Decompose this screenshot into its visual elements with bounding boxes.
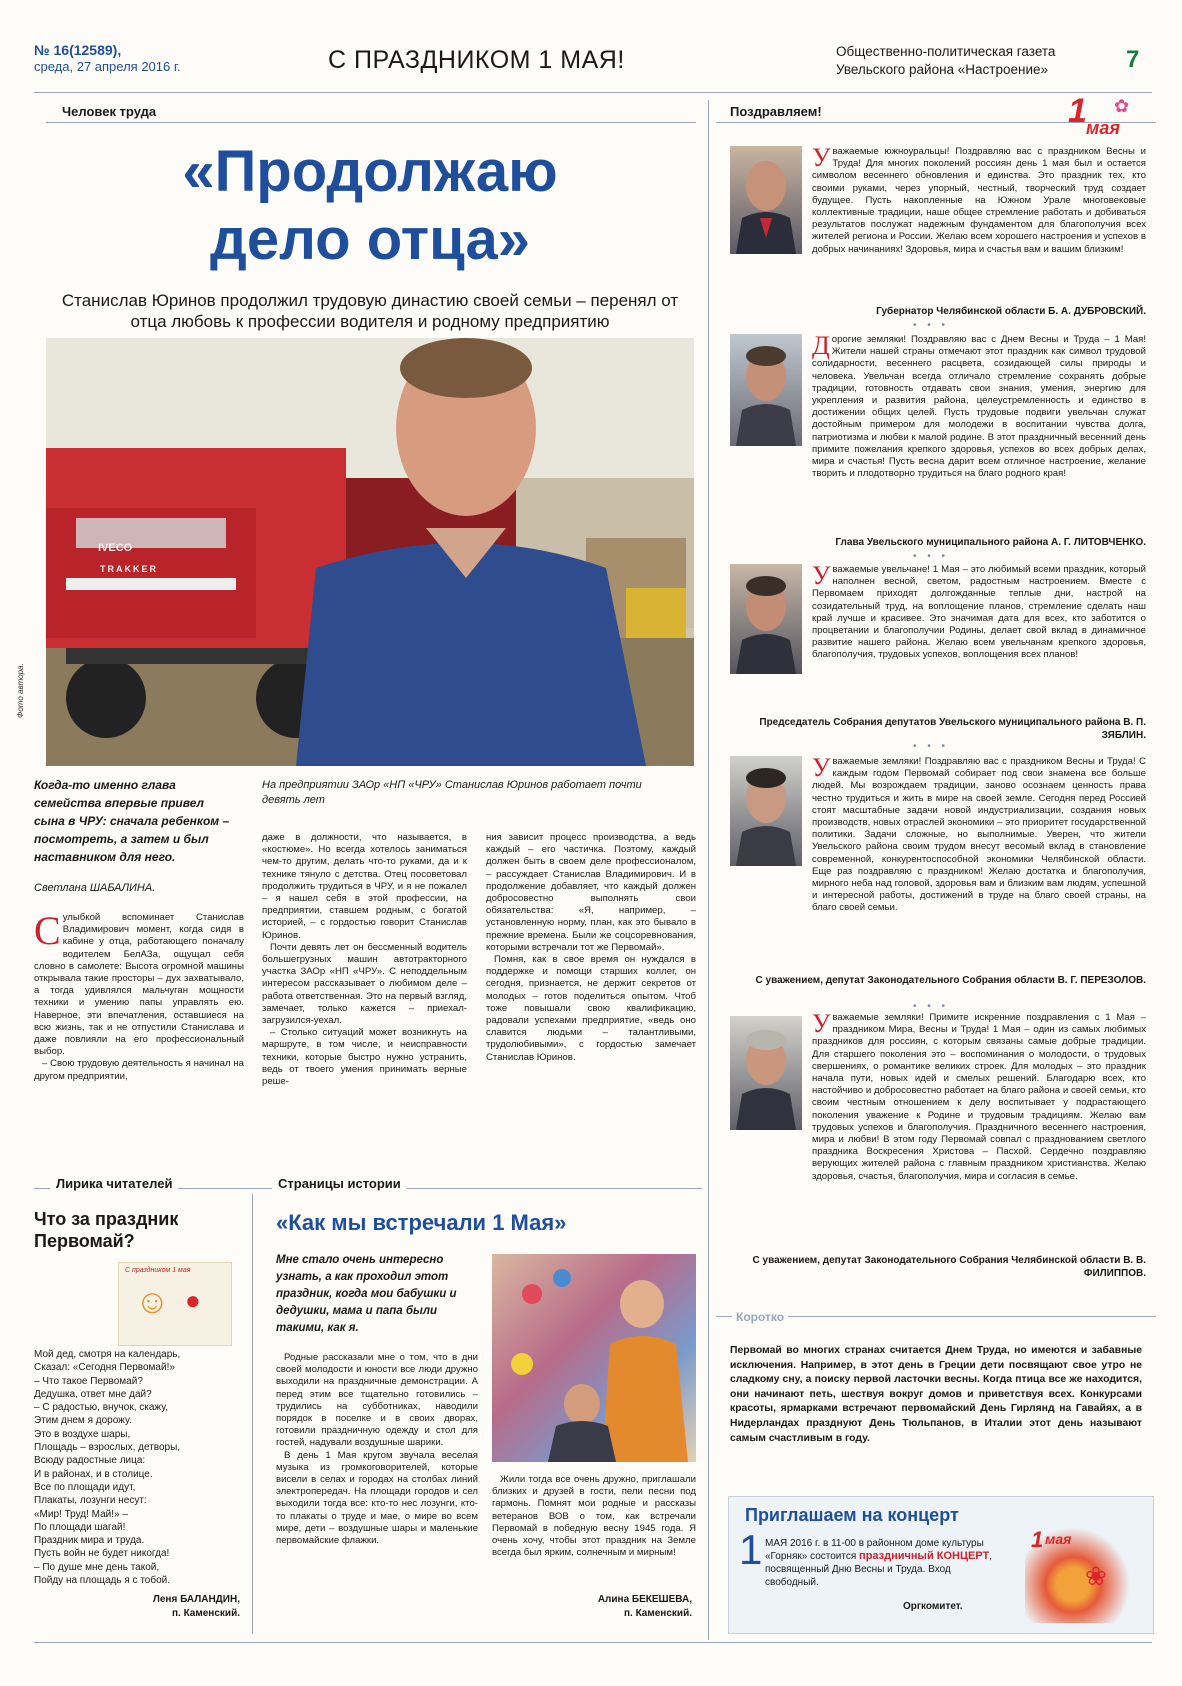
col2c-text: – Столько ситуаций может возникнуть на маршруте, в том числе, и неисправности техники, которые быстро нужно устранить, ведь от твоего умения принимать верные реше-	[262, 1027, 467, 1088]
separator-dots-3: • • •	[912, 741, 950, 752]
main-photo	[16, 338, 694, 766]
portrait-filippov	[730, 1016, 802, 1130]
poem-line: Сказал: «Сегодня Первомай!»	[34, 1362, 175, 1374]
history-title: «Как мы встречали 1 Мая»	[276, 1210, 567, 1235]
poem-signature-2: п. Каменский.	[171, 1608, 240, 1619]
photo-caption: На предприятии ЗАОр «НП «ЧРУ» Станислав Юринов работает почти девять лет	[262, 779, 642, 806]
article-col-2	[262, 832, 467, 1088]
poem-banner	[118, 1262, 232, 1346]
greeting-4-text: Поздравляю вас с праздником Весны и Труда! С каждым годом Первомай собирает под свои знамена все больше людей. Мы возрождаем традиции, заново осознаем ценность права честно трудиться и жить в мире на своей земле. Сегодня перед Россией стоят масштабные задачи новой индустриализации, создания новых производств, новых отраслей экономики – это приоритет государственной политики. Задачи сложные, но выполнимые. Уверен, что жители Увельского района своим трудом внесут весомый вклад в становление современной, конкурентоспособной экономики Челябинской области. Еще раз поздравляю с праздником! Желаю достатка и благополучия, мирного неба над головой, здоровья вам и близким вам людям, успешной и интересной работы, достижений в труде на благо своей страны, на благо своей семьи.	[812, 756, 1146, 914]
col3b-text: Помня, как в свое время он нуждался в поддержке и помощи старших коллег, он сегодня, признается, не держит секретов от молодых – готов поделиться опытом. Чтоб тоже повышали свою квалификацию, радовали успехами предприятие, «ведь оно славится людьми – талантливыми, трудолюбивыми», с гордостью замечает Станислав Юринов.	[486, 954, 696, 1063]
greeting-2-text: Поздравляю вас с Днем Весны и Труда – 1 Мая! Жители нашей страны отмечают этот праздник как символ трудовой солидарности, весеннего расцвета, созидающей силы природы и человека. Увельчан всегда отличало стремление сохранять добрые традиции, готовность отдавать свои знания, умения, энергию для укрепления и развития района, целеустремленность и единство в достижении общих целей. Пусть трудовые подвиги увельчан служат достойным примером для молодежи в воспитании чувства долга, патриотизма и любви к малой родине. В этот праздничный весенний день примите пожелания крепкого здоровья, успехов во всех добрых делах, мира и счастья! Пусть весна дарит всем отличное настроение, желание творить и плодотворно трудиться на благо родного края!	[812, 334, 1147, 480]
may-day-badge-num: 1	[1068, 92, 1087, 130]
greeting-3	[812, 561, 1147, 662]
may-day-badge-word: мая	[1086, 118, 1120, 138]
greeting-1-salutation: важаемые южноуральцы!	[832, 146, 950, 157]
parade-crowd-illustration	[492, 1254, 696, 1462]
rubric-lirika: Лирика читателей	[50, 1176, 178, 1191]
article-title-line1: «Продолжаю	[182, 139, 558, 204]
masthead	[34, 38, 1154, 88]
greeting-4	[812, 753, 1146, 915]
history-col1b-text: В день 1 Мая кругом звучала веселая музыка из громкоговорителей, которые висели в селах и городах на столбах линий электропередач. На площади городов и сел выходили тогда все: кто-то нес лозунги, кто-то плакаты о труде и мае, о мире во всем мире, дети – воздушные шары и маленькие первомайские флажки.	[276, 1449, 478, 1547]
greeting-3-signature: Председатель Собрания депутатов Увельского муниципального района В. П. ЗЯБЛИН.	[759, 717, 1146, 741]
truck-model: TRAKKER	[100, 564, 158, 574]
greeting-2	[812, 331, 1147, 480]
concert-text	[765, 1537, 1005, 1589]
col1b-text: – Свою трудовую деятельность я начинал на другом предприятии,	[34, 1058, 244, 1082]
concert-text-b: праздничный КОНЦЕРТ	[859, 1550, 990, 1562]
history-col-2	[492, 1474, 696, 1559]
greeting-3-dropcap: У	[812, 561, 831, 590]
tulip-icon: ❀	[1085, 1561, 1107, 1591]
poem-line: Всюду радостные лица:	[34, 1455, 146, 1467]
poem-banner-text: С праздником 1 мая	[125, 1267, 191, 1274]
issue-number: № 16(12589),	[34, 42, 122, 58]
separator-dots-2: • • •	[912, 551, 950, 562]
poem-line: – С радостью, внучок, скажу,	[34, 1402, 168, 1414]
history-col-1	[276, 1352, 478, 1547]
rubric-chelovek-truda: Человек труда	[62, 104, 157, 119]
article-col-1	[34, 908, 244, 1083]
poem-line: «Мир! Труд! Май!» –	[34, 1508, 128, 1520]
poem-line: По площади шагай!	[34, 1521, 126, 1533]
poem-line: Мой дед, смотря на календарь,	[34, 1349, 181, 1360]
truck-driver-illustration	[46, 338, 694, 766]
greeting-3-text: 1 Мая – это любимый всеми праздник, который наполнен весной, светом, радостным настроением. Вместе с Первомаем приходят долгожданные теплые дни, настрой на созидательный труд, на воплощение планов, стремление сделать наш край лучше и красивее. Это значимая дата для всех, кто заботится о процветании и благополучии Родины, делает свой вклад в динамичное развитие нашего района. Желаю всем увельчанам крепкого здоровья, благополучия, трудовых успехов, воплощения всех планов!	[812, 564, 1147, 661]
greeting-1-signature: Губернатор Челябинской области Б. А. ДУБРОВСКИЙ.	[876, 306, 1146, 317]
side-quote: Когда-то именно глава семейства впервые привел сына в ЧРУ: сначала ребенком – посмотреть, а затем и был наставником для него.	[34, 778, 230, 864]
issue-date: среда, 27 апреля 2016 г.	[34, 59, 181, 74]
history-col1-text: Родные рассказали мне о том, что в дни своей молодости и юности все люди дружно выходили на праздничные демонстрации. А перед этим все тщательно готовились – трудились на субботниках, наводили порядок в поселке и в своих дворах, готовили праздничную одежду и стол для гостей, надували воздушные шарики.	[276, 1352, 478, 1449]
greeting-1-text: Поздравляю вас с праздником Весны и Труда! Для многих поколений россиян день 1 мая был и остается символом весеннего обновления и единства. Это праздник тех, кто своими руками, через упорный, честный, творческий труд создает будущее. Пусть накопленные на Южном Урале многовековые коллективные традиции, наше общее стремление работать и добиваться результатов послужат надежным фундаментом для благополучия всех жителей региона и России. Желаю всем хорошего настроения и успехов в добрых начинаниях! Здоровья, мира и счастья вам и вашим близким!	[812, 146, 1147, 255]
author-byline: Светлана ШАБАЛИНА.	[34, 882, 156, 894]
greeting-2-signature: Глава Увельского муниципального района А. Г. ЛИТОВЧЕНКО.	[835, 537, 1146, 548]
portrait-dubrovsky	[730, 146, 802, 254]
paper-name-line2: Увельского района «Настроение»	[836, 62, 1049, 77]
page-number: 7	[1126, 46, 1140, 73]
col2b-text: Почти девять лет он бессменный водитель большегрузных машин автотракторного участка ЗАОр «НП «ЧРУ». С неподдельным интересом рассказывает о любимом деле – работа ответственная. Это на первый взгляд, замечает, только кажется – приехал-загрузился-уехал.	[262, 941, 467, 1027]
poem-line: – По душе мне день такой,	[34, 1561, 160, 1573]
poem-line: Пусть войн не будет никогда!	[34, 1548, 170, 1560]
poetry-history-divider	[252, 1194, 253, 1634]
concert-title: Приглашаем на концерт	[745, 1505, 959, 1525]
greeting-1-dropcap: У	[812, 143, 831, 172]
greeting-5	[812, 1009, 1146, 1183]
concert-badge-word: мая	[1045, 1531, 1072, 1547]
page-bottom-rule	[34, 1642, 1152, 1643]
greeting-4-salutation: важаемые земляки!	[832, 756, 922, 767]
concert-badge	[1025, 1527, 1145, 1623]
column-divider	[708, 100, 709, 1640]
poem-lines	[34, 1348, 244, 1587]
briefly-rubric: Коротко	[732, 1310, 788, 1324]
masthead-rule	[34, 92, 1152, 93]
history-signature-2: п. Каменский.	[623, 1608, 692, 1619]
poem-line: Праздник мира и труда.	[34, 1535, 145, 1547]
rubric-pozdravlyaem: Поздравляем!	[730, 104, 822, 119]
poem-line: Площадь – взрослых, детворы,	[34, 1442, 181, 1454]
truck-brand: IVECO	[98, 542, 133, 554]
greeting-4-dropcap: У	[812, 753, 831, 782]
article-lead: Станислав Юринов продолжил трудовую династию своей семьи – перенял от отца любовь к профессии водителя и родному предприятию	[61, 291, 679, 331]
flower-icon: ✿	[1114, 96, 1130, 116]
poem-line: Все по площади идут,	[34, 1481, 136, 1493]
portrait-litovchenko	[730, 334, 802, 446]
separator-dots-4: • • •	[912, 1001, 950, 1012]
history-photo	[492, 1254, 696, 1462]
poem-line: Это в воздухе шары,	[34, 1428, 131, 1440]
briefly-text: Первомай во многих странах считается Днем Труда, но имеются и забавные исключения. Например, в этот день в Греции дети посвящают свое утро не сладкому сну, а поиску первой ласточки весны. Когда птица все же находится, они начинают петь, шествуя вокруг домов и приветствуя всех. Конкурсами красоты, ярмарками встречают первомайский День Гирлянд на Гавайях, а в Нидерландах празднуют День Тюльпанов, в Италии этот день называют самым счастливым в году.	[730, 1345, 1142, 1444]
col1-text: улыбкой вспоминает Станислав Владимирович момент, когда сидя в кабине у отца, работающего поначалу водителем БелАЗа, ощущал себя словно в самолете: Высота огромной машины открывала такие просторы – дух захватывало, а тогда удивлялся мальчуган мощности техники и умению папы управлять ею. Наверное, эти впечатления, оставшиеся на всю жизнь, так и не отпустили Станислава и даже повлияли на его профессиональный выбор.	[34, 912, 244, 1058]
paper-name-line1: Общественно-политическая газета	[836, 44, 1056, 59]
rubric-underline	[46, 122, 696, 123]
may-day-badge	[1068, 92, 1148, 140]
concert-box	[728, 1496, 1154, 1634]
history-col2-text: Жили тогда все очень дружно, приглашали близких и друзей в гости, пели песни под гармонь. Помнят мои родные и рассказы ветеранов ВОВ о том, как встречали Первомай в победную весну 1945 года. Я очень хочу, чтобы этот праздник на Земле всегда был ярким, солнечным и мирным!	[492, 1474, 696, 1559]
article-title-line2: дело отца»	[210, 207, 530, 272]
poem-line: Дедушка, ответ мне дай?	[34, 1388, 152, 1400]
concert-badge-num: 1	[1031, 1527, 1044, 1552]
concert-signature: Оргкомитет.	[903, 1601, 963, 1612]
poem-title: Что за праздник Первомай?	[34, 1209, 179, 1251]
concert-dropcap: 1	[739, 1526, 763, 1573]
greeting-5-signature: С уважением, депутат Законодательного Собрания Челябинской области В. В. ФИЛИППОВ.	[752, 1255, 1146, 1279]
poem-line: Плакаты, лозунги несут:	[34, 1495, 147, 1507]
rubric-stranitsy-istorii: Страницы истории	[272, 1176, 407, 1191]
greeting-3-salutation: важаемые увельчане!	[832, 564, 930, 575]
page-headline: С ПРАЗДНИКОМ 1 МАЯ!	[328, 46, 625, 74]
poem-line: Этим днем я дорожу.	[34, 1415, 132, 1427]
greeting-5-text: Примите искренние поздравления с 1 Мая – праздником Мира, Весны и Труда! 1 Мая – один из самых любимых праздников для россиян, с которым связаны самые добрые традиции. Для старшего поколения это – воспоминания о молодости, о трудовых свершениях, о романтике великих строек. Для молодых – это праздник начала пути, новых идей и смелых решений. Благодарю всех, кто настойчиво и добросовестно работает на благо района и своей семьи, кто своим честным отношением к делу воспитывает у подрастающего поколения уважение к Родине и трудовым традициям. Желаю вам трудовых успехов и благополучия. Праздничного весеннего настроения, мира и любви! В этом году Первомай совпал с празднованием светлого праздника Воскресения Христова – Пасхой. Сердечно поздравляю верующих жителей района с главным праздником христианства. Желаю здоровья, счастья, благополучия, мира и согласия в семье.	[812, 1012, 1146, 1182]
poem-line: – Что такое Первомай?	[34, 1375, 143, 1387]
col2-text: даже в должности, что называется, в «костюме». Но всегда хотелось заниматься чем-то другим, делать что-то руками, да и к технике тянуло с детства. Отец посоветовал продолжить трудиться в ЧРУ, и я не пожалел – я нашел себя в этой профессии, на предприятии, ставшем родным, с богатой историей, – с гордостью говорит Станислав Юринов.	[262, 832, 467, 941]
photo-credit: Фото автора.	[16, 663, 25, 718]
poem-line: Пойду на площадь я с тобой.	[34, 1575, 171, 1587]
poem-signature-1: Леня БАЛАНДИН,	[152, 1594, 240, 1605]
greeting-2-salutation: орогие земляки!	[831, 334, 907, 345]
col3-text: ния зависит процесс производства, а ведь каждый – его частичка. Поэтому, каждый должен быть в своем деле профессионалом, – рассуждает Станислав Владимирович. И в продолжение добавляет, что каждый должен добросовестно выполнять свои обязательства: «Я, например, – установленную норму, план, как это бывало в прежние времена. Были же соцсоревнования, которыми встречали тот же Первомай».	[486, 832, 696, 953]
history-intro: Мне стало очень интересно узнать, а как проходил этот праздник, когда мои бабушки и дедушки, мама и папа были такими, как я.	[276, 1254, 457, 1334]
greeting-5-salutation: важаемые земляки!	[832, 1012, 924, 1023]
history-signature-1: Алина БЕКЕШЕВА,	[597, 1594, 692, 1605]
balloon-icon: ●	[185, 1285, 201, 1315]
greeting-2-dropcap: Д	[812, 331, 830, 360]
greeting-4-signature: С уважением, депутат Законодательного Собрания области В. Г. ПЕРЕЗОЛОВ.	[755, 975, 1146, 986]
greeting-1	[812, 143, 1147, 256]
concert-text-a: МАЯ 2016 г. в 11-00 в районном доме культуры «Горняк» состоится	[765, 1538, 984, 1562]
dropcap: С	[34, 908, 61, 953]
separator-dots-1: • • •	[912, 320, 950, 331]
article-title	[60, 138, 680, 274]
children-icon: ☺	[135, 1283, 170, 1321]
concert-text-c: , посвященный Дню Весны и Труда. Вход свободный.	[765, 1551, 993, 1588]
portrait-zyablin	[730, 564, 802, 674]
greeting-5-dropcap: У	[812, 1009, 831, 1038]
article-col-3	[486, 832, 696, 1064]
poem-line: И в районах, и в столице.	[34, 1468, 153, 1480]
portrait-perezolov	[730, 756, 802, 866]
